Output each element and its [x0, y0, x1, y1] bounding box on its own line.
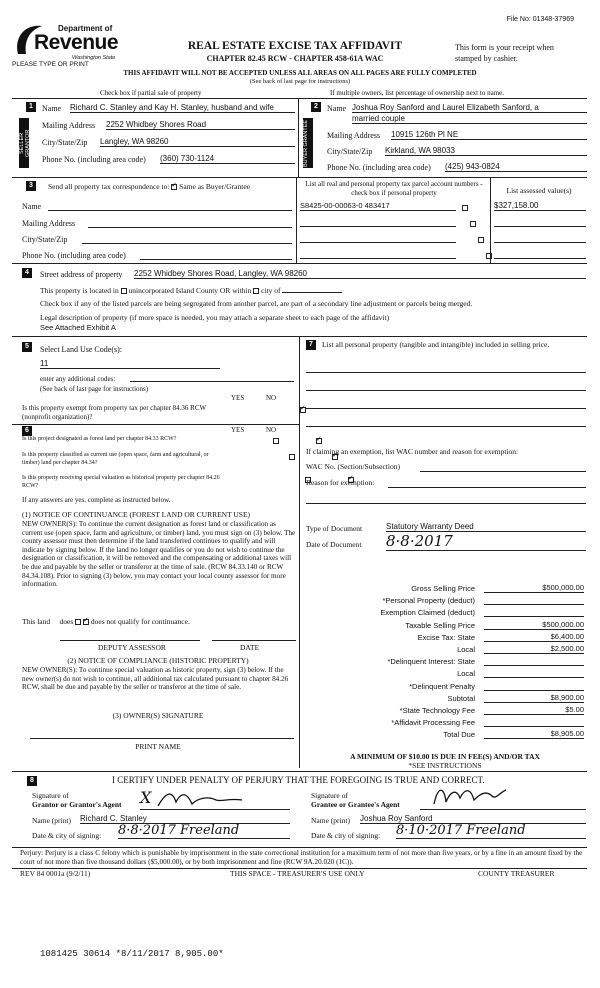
s3-name-field[interactable] [48, 210, 292, 211]
grantor-signature[interactable] [140, 788, 290, 810]
tax-row-value[interactable]: $2,500.00 [484, 644, 584, 654]
tax-row-value[interactable]: $500,000.00 [484, 620, 584, 630]
qualify-label: qualify for continuance. [117, 617, 190, 626]
if-yes-note: If any answers are yes, complete as instructed below. [22, 496, 171, 504]
partial-sale-label: Check box if partial sale of property [100, 89, 202, 97]
personal-property-checkbox-4[interactable] [486, 253, 492, 259]
seller-name-field[interactable]: Richard C. Stanley and Kay H. Stanley, husband and wife [70, 103, 295, 113]
same-as-buyer-label: Same as Buyer/Grantee [179, 182, 250, 191]
forest-yes-checkbox[interactable] [273, 438, 279, 444]
grantee-name-field[interactable]: Joshua Roy Sanford [360, 814, 586, 824]
doc-date-field[interactable]: 8·8·2017 [386, 532, 586, 551]
exemption-claim-label: If claiming an exemption, list WAC number and reason for exemption: [306, 447, 519, 456]
seller-phone-label: Phone No. (including area code) [42, 155, 146, 164]
does-checkbox[interactable] [75, 619, 81, 625]
within-city-checkbox[interactable] [253, 288, 259, 294]
seller-mailing-label: Mailing Address [42, 121, 96, 130]
grantee-signature-scribble-icon [430, 784, 510, 808]
cashier-receipt-stamp: 1081425 30614 *8/11/2017 8,905.00* [40, 949, 224, 959]
s3-city-label: City/State/Zip [22, 235, 68, 244]
located-label: This property is located in [40, 286, 119, 295]
tax-row-value[interactable]: $5.00 [484, 705, 584, 715]
send-correspondence [48, 182, 250, 191]
continuance-text: NEW OWNER(S): To continue the current designation as forest land or classification as current use (open space, farm and agriculture, or timber) land, you must sign on (3) below. The county assessor must then determine if the land transferred continues to qualify and will indicate by signing below. If the land no longer qualifies or you do not wish to continue the designation or classification, it will be removed and the compensating or additional taxes will be due and payable by the seller or transferor at the time of sale. (RCW 84.33.140 or RCW 84.34.108). Prior to signing (3) below, you may contact your local county assessor for more information. [22, 520, 296, 589]
section-7-number: 7 [306, 340, 316, 350]
city-of-label: city of [261, 286, 281, 295]
forest-no-checkbox[interactable] [316, 438, 322, 444]
tax-row-label: Taxable Selling Price [405, 620, 475, 630]
grantor-signature-mark: X [140, 788, 152, 807]
buyer-mailing-label: Mailing Address [327, 131, 381, 140]
personal-property-checkbox-2[interactable] [470, 221, 476, 227]
additional-codes-field[interactable] [130, 381, 294, 382]
personal-property-label: List all personal property (tangible and intangible) included in selling price. [322, 340, 550, 349]
partial-sale [100, 89, 201, 97]
buyer-city-field[interactable]: Kirkland, WA 98033 [385, 146, 587, 156]
see-instructions-note: *SEE INSTRUCTIONS [408, 761, 482, 770]
current-use-question: Is this property classified as current use (open space, farm and agricultural, or timber) land per chapter 84.34? [22, 452, 209, 466]
tax-row-label: Excise Tax: State [417, 632, 475, 642]
grantee-sig-of: Signature of [311, 791, 348, 800]
perjury-statement: Perjury: Perjury is a class C felony which is punishable by imprisonment in the state correctional institution for a maximum term of not more than five years, or by a fine in an amount fixed by the court of not more than five thousand dollars ($5,000.00), or by both imprisonment and fine (RCW 9A.20.020 (1C)). [20, 849, 583, 866]
s5-no-header: NO [266, 394, 277, 402]
certify-statement: I CERTIFY UNDER PENALTY OF PERJURY THAT THE FOREGOING IS TRUE AND CORRECT. [112, 775, 485, 785]
seller-city-field[interactable]: Langley, WA 98260 [100, 137, 295, 147]
section-6-number: 6 [22, 426, 32, 436]
wac-label: WAC No. (Section/Subsection) [306, 462, 400, 471]
tax-row-label: *Affidavit Processing Fee [391, 718, 475, 728]
section-2-number: 2 [311, 102, 321, 112]
logo-dept: Department of [58, 24, 113, 33]
s3-name-label: Name [22, 202, 42, 211]
logo-name: Revenue [34, 31, 119, 54]
grantee-agent-label: Grantee or Grantee's Agent [311, 800, 400, 809]
segregated-line [40, 299, 472, 308]
tax-row-label: *State Technology Fee [399, 706, 475, 715]
section-1-number: 1 [26, 102, 36, 112]
this-land-label: This land [22, 617, 51, 626]
tax-row-value[interactable]: $500,000.00 [484, 583, 584, 593]
see-back-instructions: (See back of last page for instructions) [249, 78, 351, 85]
seller-side-label: SELLER GRANTOR [19, 118, 29, 168]
section-4-number: 4 [22, 268, 32, 278]
grantor-name-label: Name (print) [32, 816, 71, 825]
buyer-phone-label: Phone No. (including area code) [327, 163, 431, 172]
s6-no-header: NO [266, 426, 277, 434]
tax-row-label: Total Due [443, 730, 475, 740]
parcel-number-3[interactable] [300, 242, 456, 243]
print-name-label: PRINT NAME [135, 742, 181, 751]
dor-logo [12, 20, 122, 66]
seller-phone-field[interactable]: (360) 730-1124 [160, 154, 295, 164]
assessed-value[interactable]: $327,158.00 [494, 201, 586, 211]
buyer-phone-field[interactable]: (425) 943-0824 [445, 162, 587, 172]
unincorporated-label: unincorporated Island County OR within [128, 286, 252, 295]
treasurer-use-only: THIS SPACE - TREASURER'S USE ONLY [230, 869, 365, 878]
segregated-label: Check box if any of the listed parcels are being segregated from another parcel, are part of a secondary line adjustment or parcels being merged. [40, 299, 473, 308]
form-title: REAL ESTATE EXCISE TAX AFFIDAVIT [187, 40, 403, 52]
land-use-label: Select Land Use Code(s): [40, 345, 122, 354]
tax-row-label: *Personal Property (deduct) [382, 596, 475, 606]
s3-phone-field[interactable] [140, 259, 292, 260]
seller-mailing-field[interactable]: 2252 Whidbey Shores Road [106, 120, 295, 130]
tax-row-value[interactable] [484, 656, 584, 666]
located-line [40, 286, 342, 295]
qualify-line [22, 617, 190, 626]
grantor-agent-label: Grantor or Grantor's Agent [32, 800, 122, 809]
buyer-mailing-field[interactable]: 10915 126th Pl NE [391, 130, 587, 140]
tax-row-label: Local [457, 669, 475, 679]
tax-row-label: Gross Selling Price [411, 584, 475, 593]
legal-description[interactable]: See Attached Exhibit A [40, 323, 116, 332]
additional-codes-label: enter any additional codes: [40, 375, 116, 383]
does-label: does [59, 617, 74, 626]
personal-property-checkbox-3[interactable] [478, 237, 484, 243]
s3-mailing-label: Mailing Address [22, 219, 76, 228]
tax-row-label: Local [457, 645, 475, 654]
section-3-number: 3 [26, 181, 36, 191]
tax-row-label: *Delinquent Interest: State [387, 657, 475, 667]
doc-date-label: Date of Document [306, 540, 362, 549]
street-address-field[interactable]: 2252 Whidbey Shores Road, Langley, WA 98260 [134, 269, 586, 279]
grantor-date-label: Date & city of signing: [32, 831, 102, 840]
deputy-assessor-label: DEPUTY ASSESSOR [98, 643, 166, 652]
buyer-city-label: City/State/Zip [327, 147, 373, 156]
grantor-signature-scribble-icon [156, 788, 246, 810]
s3-city-field[interactable] [82, 243, 292, 244]
parcel-header: List all real and personal property tax parcel account numbers - check box if personal property [305, 180, 483, 197]
date-label: DATE [240, 643, 260, 652]
parcel-number[interactable]: S8425-00-00063-0 483417 [300, 201, 456, 211]
grantor-date-field[interactable]: 8·8·2017 Freeland [118, 823, 290, 839]
tax-row-value[interactable] [484, 668, 584, 678]
s6-yes-header: YES [231, 426, 245, 434]
land-use-code[interactable]: 11 [40, 359, 220, 369]
historic-question: Is this property receiving special valuation as historical property per chapter 84.26 RCW? [22, 475, 220, 489]
warning-line: THIS AFFIDAVIT WILL NOT BE ACCEPTED UNLESS ALL AREAS ON ALL PAGES ARE FULLY COMPLETED [123, 69, 477, 77]
send-correspondence-label: Send all property tax correspondence to: [48, 182, 170, 191]
section-5-number: 5 [22, 342, 32, 352]
tax-row-value[interactable] [484, 607, 584, 617]
unincorporated-checkbox[interactable] [121, 288, 127, 294]
parcel-number-2[interactable] [300, 226, 456, 227]
tax-row-label: Subtotal [447, 693, 475, 703]
tax-row-value[interactable]: $8,905.00 [484, 729, 584, 739]
tax-row-label: *Delinquent Penalty [409, 681, 475, 691]
s5-yes-header: YES [231, 394, 245, 402]
tax-row-value[interactable]: $8,900.00 [484, 693, 584, 703]
parcel-number-4[interactable] [300, 258, 456, 259]
s3-mailing-field[interactable] [88, 227, 292, 228]
compliance-text: NEW OWNER(S): To continue special valuation as historic property, sign (3) below. If the new owner(s) do not wish to continue, all additional tax calculated pursuant to chapter 84.26 RCW, shall be due and payable by the seller or transferor at the time of sale. [22, 666, 289, 692]
multiple-owners-note: If multiple owners, list percentage of ownership next to name. [330, 89, 504, 97]
tax-row-value[interactable] [484, 717, 584, 727]
city-of-field[interactable] [282, 292, 342, 293]
buyer-side-label: BUYER GRANTEE [303, 118, 313, 168]
compliance-title: (2) NOTICE OF COMPLIANCE (HISTORIC PROPERTY) [67, 656, 249, 665]
reason-label: Reason for exemption: [306, 478, 375, 487]
grantee-signature[interactable] [420, 788, 586, 810]
doc-type-label: Type of Document [306, 524, 363, 533]
tax-row-value[interactable]: $6,400.00 [484, 632, 584, 642]
s3-phone-label: Phone No. (including area code) [22, 251, 126, 260]
tax-row-value[interactable] [484, 681, 584, 691]
grantee-name-label: Name (print) [311, 816, 350, 825]
please-type: PLEASE TYPE OR PRINT [12, 61, 89, 68]
assessed-value-3[interactable] [494, 242, 586, 243]
doc-type-field[interactable]: Statutory Warranty Deed [386, 522, 586, 532]
tax-row-value[interactable] [484, 595, 584, 605]
tax-row-label: Exemption Claimed (deduct) [380, 608, 475, 618]
s5-see-back: (See back of last page for instructions) [40, 385, 149, 393]
county-treasurer-label: COUNTY TREASURER [478, 869, 555, 878]
assessed-value-2[interactable] [494, 226, 586, 227]
buyer-name-field-1[interactable]: Joshua Roy Sanford and Laurel Elizabeth Sanford, a [352, 103, 587, 113]
seller-city-label: City/State/Zip [42, 138, 88, 147]
minimum-due-note: A MINIMUM OF $10.00 IS DUE IN FEE(S) AND/OR TAX [350, 752, 540, 761]
does-not-label: does not [90, 617, 117, 626]
street-label: Street address of property [40, 270, 123, 279]
continuance-title: (1) NOTICE OF CONTINUANCE (FOREST LAND OR CURRENT USE) [22, 510, 251, 519]
file-number: File No: 01348-37969 [506, 16, 574, 23]
grantee-date-field[interactable]: 8·10·2017 Freeland [396, 823, 586, 839]
rev-number: REV 84 0001a (9/2/11) [20, 869, 91, 878]
logo-state: Washington State [72, 55, 116, 61]
grantor-sig-of: Signature of [32, 791, 69, 800]
same-as-buyer-checkbox[interactable] [171, 184, 177, 190]
receipt-note: This form is your receipt when stamped by cashier. [455, 43, 554, 63]
legal-label: Legal description of property (if more space is needed, you may attach a separate sheet to each page of the affidavit) [40, 313, 390, 322]
owner-signature-label: (3) OWNER(S) SIGNATURE [112, 711, 204, 720]
current-use-yes-checkbox[interactable] [289, 454, 295, 460]
buyer-name-field-2[interactable]: married couple [352, 114, 587, 124]
buyer-name-label: Name [327, 104, 347, 113]
grantor-name-field[interactable]: Richard C. Stanley [80, 814, 290, 824]
assessed-value-4[interactable] [494, 258, 586, 259]
exempt-question: Is this property exempt from property tax per chapter 84.36 RCW (nonprofit organization)? [22, 404, 206, 421]
does-not-checkbox[interactable] [83, 619, 89, 625]
form-subtitle: CHAPTER 82.45 RCW - CHAPTER 458-61A WAC [206, 54, 384, 63]
assessed-header: List assessed value(s) [506, 186, 572, 195]
grantee-date-label: Date & city of signing: [311, 831, 381, 840]
section-8-number: 8 [27, 776, 37, 786]
forest-question: Is this project designated as forest land per chapter 84.33 RCW? [22, 436, 177, 442]
seller-name-label: Name [42, 104, 62, 113]
personal-property-checkbox-1[interactable] [462, 205, 468, 211]
